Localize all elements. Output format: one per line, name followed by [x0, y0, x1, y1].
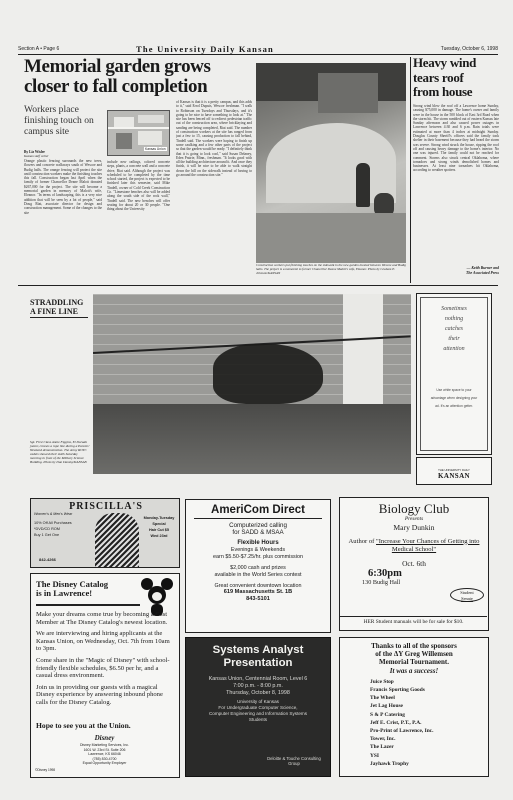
- main-headline-2: closer to fall completion: [24, 76, 208, 97]
- campus-map: [107, 110, 170, 156]
- priscillas-sub: Women's & Men's Wear: [34, 512, 73, 516]
- priscillas-name: PRISCILLA'S: [69, 501, 143, 512]
- biology-author-prefix: Author of: [348, 537, 375, 545]
- biology-book: "Increase Your Chances of Getting into Medical School": [376, 537, 480, 553]
- disney-addr-2: 1601 W. 23rd St. Suite 206: [83, 747, 126, 752]
- main-story-column-2: include new railings, colored concrete steps, plants, a concrete wall and a concrete drive, Riat said. Although the project was scheduled to be completed by the time school started, the project is expected to be finished later this semester, said Mike Tindell, owner of Cold Creek Construction Co. "Limestone benches also will be added along the south side of the rock wall," Tindell said. The new benches will offer seating for about 20 or 30 people. "One thing about the University: [107, 160, 170, 212]
- column-divider: [410, 57, 411, 283]
- ad-small-3: ad. It's an attention getter.: [435, 404, 473, 408]
- sponsor-item: The Wheel: [370, 695, 395, 702]
- main-story-column-3: of Kansas is that it is a pretty campus, and this adds to it," said Errol Dupuis, Wescoe freshman. "I walk to Robinson on Tuesdays and Thursdays, and it's going to be nice to have something to look at." The site has been fenced off to redirect pedestrian traffic out of the construction area, where bricklaying and sanding are being completed, Riat said. The number of construction workers at the site has ranged from just a few to 15, causing production to fall behind, Tindell said. The workers were hoping to finish up some caulking and a few other parts of the project so that the garden would be ready. "I definitely think that it is going to look cool," said Susan Delaney, Eden Prairie, Minn., freshman. "It looks good with all the building architecture around it. And once they finish, it will be nice to be able to walk straight down the hill on the sidewalk instead of having to go around the construction site.": [176, 100, 252, 178]
- americom-line-6: $2,000 cash and prizes: [230, 565, 286, 571]
- americom-line-7: available in the World Series contest: [214, 571, 302, 578]
- main-subhead: Workers place finishing touch on campus site: [24, 104, 94, 137]
- disney-addr-1: Disney Marketing Services, Inc.: [79, 743, 130, 747]
- disney-p1: Make your dreams come true by becoming a Cast Member at The Disney Catalog's newest location.: [36, 611, 168, 626]
- disney-p2: We are interviewing and hiring applicants at the Kansas Union, on Wednesday, Oct. 7th from 10am to 3pm.: [36, 630, 170, 653]
- sponsors-ad: [339, 637, 489, 777]
- biology-presents: Presents: [404, 516, 424, 522]
- americom-name: AmeriCom Direct: [211, 504, 305, 516]
- sponsor-item: S & P Catering: [370, 711, 405, 718]
- priscillas-special: [139, 515, 179, 539]
- disney-title-2: is in Lawrence!: [36, 588, 93, 599]
- main-byline: By Liz Wisler: [24, 150, 46, 154]
- straddling-rule: [30, 317, 88, 318]
- systems-analyst-ad: [185, 637, 331, 777]
- sponsors-title-2: of the ΔY Greg Willemsen: [375, 650, 453, 659]
- ad-small-2: advantage when designing your: [430, 396, 478, 400]
- sponsor-item: Juice Stop: [370, 678, 394, 685]
- systems-sponsor: Deloitte & Touche Consulting Group: [267, 756, 321, 767]
- sponsors-title-3: Memorial Tournament.: [379, 658, 449, 667]
- rope-photo: [93, 294, 411, 474]
- map-building: [138, 131, 162, 145]
- priscillas-offers: [34, 520, 94, 538]
- construction-photo-caption: Construction workers put finishing touches on the sidewalk in the new garden located between Wescoe and Budig halls. The project is a memorial to former Chancellor Deane Malott's wife, Eleanor. Photo by Graham E. Johnson/KANSAN: [256, 263, 406, 275]
- map-road: [108, 127, 169, 129]
- construction-photo: [256, 63, 406, 263]
- systems-line-2: 7:00 p.m. - 8:00 p.m.: [233, 683, 283, 689]
- systems-line-4: University of Kansas: [237, 699, 279, 704]
- biology-speaker: Mary Dunkin: [393, 522, 435, 532]
- americom-line-9: 619 Massachusetts St. 1B: [223, 589, 293, 596]
- photo-building: [318, 73, 378, 113]
- disney-logo: Disney: [94, 734, 115, 742]
- priscillas-offer-3: Buy 1 Get One: [34, 533, 60, 537]
- map-building: [114, 117, 134, 127]
- kansan-logo-small: THE UNIVERSITY DAILY: [438, 468, 470, 472]
- americom-rule: [194, 518, 322, 519]
- systems-line-3: Thursday, October 8, 1998: [226, 690, 290, 696]
- mickey-face: [152, 592, 162, 601]
- systems-line-7: Students: [248, 717, 268, 722]
- systems-title-1: Systems Analyst: [212, 644, 304, 656]
- biology-footer: HER Student manuals will be for sale for $10.: [363, 619, 464, 625]
- straddling-headline-2: A FINE LINE: [30, 307, 79, 316]
- americom-line-8: Great convenient downtown location: [214, 582, 302, 589]
- disney-copyright: ©Disney 1998: [35, 768, 56, 772]
- map-label: Kansas Union: [145, 147, 166, 151]
- disney-address: [31, 743, 178, 766]
- disney-addr-3: Lawrence, KS 66046: [88, 752, 121, 756]
- americom-ad: [185, 499, 331, 633]
- kansan-logo-big: KANSAN: [438, 472, 470, 480]
- side-story-credit: [413, 266, 499, 275]
- sponsor-item: Pro-Print of Lawrence, Inc.: [370, 728, 434, 735]
- americom-line-1: Computerized calling: [229, 522, 287, 529]
- side-credit-2: The Associated Press: [466, 270, 499, 275]
- priscillas-ad: [30, 498, 180, 568]
- biology-rule: [340, 616, 487, 617]
- main-story-column-1: Orange plastic fencing surrounds the new trees, flowers and concrete walkways south of Wescoe and Budig halls. The orange fencing will protect the site until construction workers make the finishing touches this fall. Construction began last April when the family of former Chancellor Deane Malott donated $267,000 for the project. The site will become a memorial garden in memory of Malott's wife, Eleanor. "In terms of landscaping, this is a very nice addition that will be seen by a lot of people," said Doug Riat, associate director for design and construction management. Some of the changes to the site: [24, 159, 102, 215]
- side-headline-2: tears roof: [413, 69, 464, 85]
- kansan-logo: [416, 457, 492, 485]
- systems-line-6: Computer Engineering and Information Systems: [208, 711, 308, 716]
- side-headline-3: from house: [413, 84, 473, 99]
- main-headline-1: Memorial garden grows: [24, 56, 211, 77]
- masthead: [18, 44, 498, 54]
- americom-line-10: 843-5101: [246, 596, 270, 603]
- disney-catalog-ad: [30, 573, 180, 778]
- disney-title-1: The Disney Catalog: [36, 579, 109, 589]
- straddling-caption: Sgt. First Class Annie Figgins, El Dorado junior, crosses a rope line during a Parents' Weekend demonstration. The Army ROTC cadets showed their skills Saturday morning in front of the Military Science Building. Photo by Dan Dansky/KANSAN: [30, 440, 90, 464]
- student-senate-badge: [450, 588, 484, 602]
- map-building: [138, 115, 164, 123]
- disney-title: [36, 580, 136, 599]
- systems-line-1: Kansas Union, Centennial Room, Level 6: [208, 676, 308, 682]
- biology-place: 130 Budig Hall: [362, 579, 401, 587]
- americom-line-3: Flexible Hours: [237, 539, 279, 546]
- masthead-title: The University Daily Kansan: [136, 44, 274, 54]
- priscillas-offer-1: 10% Off All Purchases: [34, 521, 72, 525]
- systems-title-2: Presentation: [223, 657, 293, 669]
- ad-line: nothing: [444, 316, 464, 322]
- priscillas-offer-2: *DVD/CD ROM: [34, 527, 60, 531]
- badge-line-1: Student: [460, 590, 474, 595]
- side-credit-1: — Keith Burner and: [466, 266, 499, 270]
- badge-line-2: Senate: [461, 595, 473, 601]
- sponsor-item: Jet Lag House: [370, 703, 403, 710]
- biology-club-ad: [339, 497, 489, 631]
- ad-line: catches: [445, 326, 463, 332]
- disney-hope: Hope to see you at the Union.: [36, 721, 131, 730]
- sponsor-item: Tower, Inc.: [370, 736, 396, 743]
- side-headline-1: Heavy wind: [413, 55, 477, 70]
- priscillas-model-photo: [95, 513, 139, 567]
- ad-line: attention: [443, 346, 465, 352]
- map-garden-site: [116, 133, 132, 149]
- photo-window-light: [343, 294, 383, 404]
- ad-line: Sometimes: [441, 306, 467, 312]
- sponsor-item: Jeff E. Crist, P.T., P.A.: [370, 719, 422, 726]
- americom-line-5: earn $5.50-$7.25/hr. plus commission: [213, 554, 303, 561]
- priscillas-special-2: Special: [152, 522, 166, 526]
- photo-worker: [356, 163, 370, 207]
- sponsors-list: [340, 678, 488, 768]
- disney-rule: [36, 604, 140, 606]
- side-story-headline: [413, 56, 499, 100]
- americom-line-2: for SADD & MSAA: [232, 529, 284, 537]
- disney-p4: Join us in providing our guests with a magical Disney experience by answering inbound phone calls for the Disney Catalog.: [36, 683, 163, 706]
- straddling-headline: [30, 298, 92, 316]
- disney-addr-5: Equal Opportunity Employer: [82, 761, 127, 765]
- disney-addr-4: (785) 830-4700: [92, 756, 117, 761]
- sponsors-title-4: It was a success!: [389, 666, 439, 675]
- biology-date: Oct. 6th: [402, 559, 426, 569]
- photo-cadet: [213, 344, 323, 404]
- straddling-headline-1: STRADDLING: [30, 298, 84, 307]
- white-space-ad: [416, 293, 492, 455]
- ad-small-text: [417, 386, 491, 410]
- masthead-date: Tuesday, October 6, 1998: [440, 46, 498, 52]
- sponsor-item: The Lazer: [370, 744, 394, 751]
- sponsors-title-1: Thanks to all of the sponsors: [371, 642, 457, 650]
- photo-ground: [93, 404, 411, 474]
- photo-pavement: [266, 123, 396, 203]
- biology-author-line: [340, 538, 488, 555]
- priscillas-special-3: Hair Cut $5: [148, 528, 170, 532]
- systems-line-5: For Undergraduate Computer Science,: [218, 705, 298, 710]
- side-story-body: Strong wind blew the roof off a Lawrence home Sunday, causing $75,000 in damage. The home's owner and family were in the house in the 500 block of East 3rd Road when the storm hit. The storm rumbled out of eastern Kansas late Sunday afternoon and also caused power outages in Lawrence between 4:30 and 6 p.m. Rain totals were estimated at more than 4 inches at midnight Sunday. Douglas County Sheriff's officers said the family took shelter in their basement because they had heard the storm was severe. Strong wind struck the house, ripping the roof off and causing heavy damage to the home's interior. No one was injured. The family could not be reached for comment. Storms also struck central Oklahoma, where tornadoes and strong winds demolished homes and businesses. At least nine tornadoes hit Oklahoma, according to weather spotters.: [413, 104, 499, 173]
- ad-small-1: Use white space to your: [436, 388, 472, 392]
- americom-line-4: Evenings & Weekends: [230, 547, 286, 554]
- disney-body: [36, 611, 174, 711]
- priscillas-special-4: Wed 23rd: [150, 534, 168, 538]
- biology-time: 6:30pm: [368, 568, 402, 580]
- sponsors-title: [340, 642, 488, 675]
- biology-title: Biology Club: [378, 501, 450, 516]
- sponsor-item: Jayhawk Trophy: [370, 760, 409, 767]
- masthead-section: Section A • Page 6: [18, 46, 60, 52]
- photo-wall: [256, 213, 406, 263]
- ad-line: their: [448, 336, 460, 342]
- priscillas-special-1: Monday-Tuesday: [143, 516, 175, 520]
- priscillas-phone: 842-4266: [39, 557, 56, 562]
- section-rule: [18, 285, 498, 286]
- ad-tagline: [417, 304, 491, 354]
- disney-p3: Come share in the "Magic of Disney" with school-friendly flexible schedules, $6.50 per hr, and a casual dress environment.: [36, 656, 170, 680]
- main-byline-role: Kansan staff writer: [24, 154, 49, 158]
- sponsor-item: YSI: [370, 752, 379, 759]
- sponsor-item: Francis Sporting Goods: [370, 687, 425, 694]
